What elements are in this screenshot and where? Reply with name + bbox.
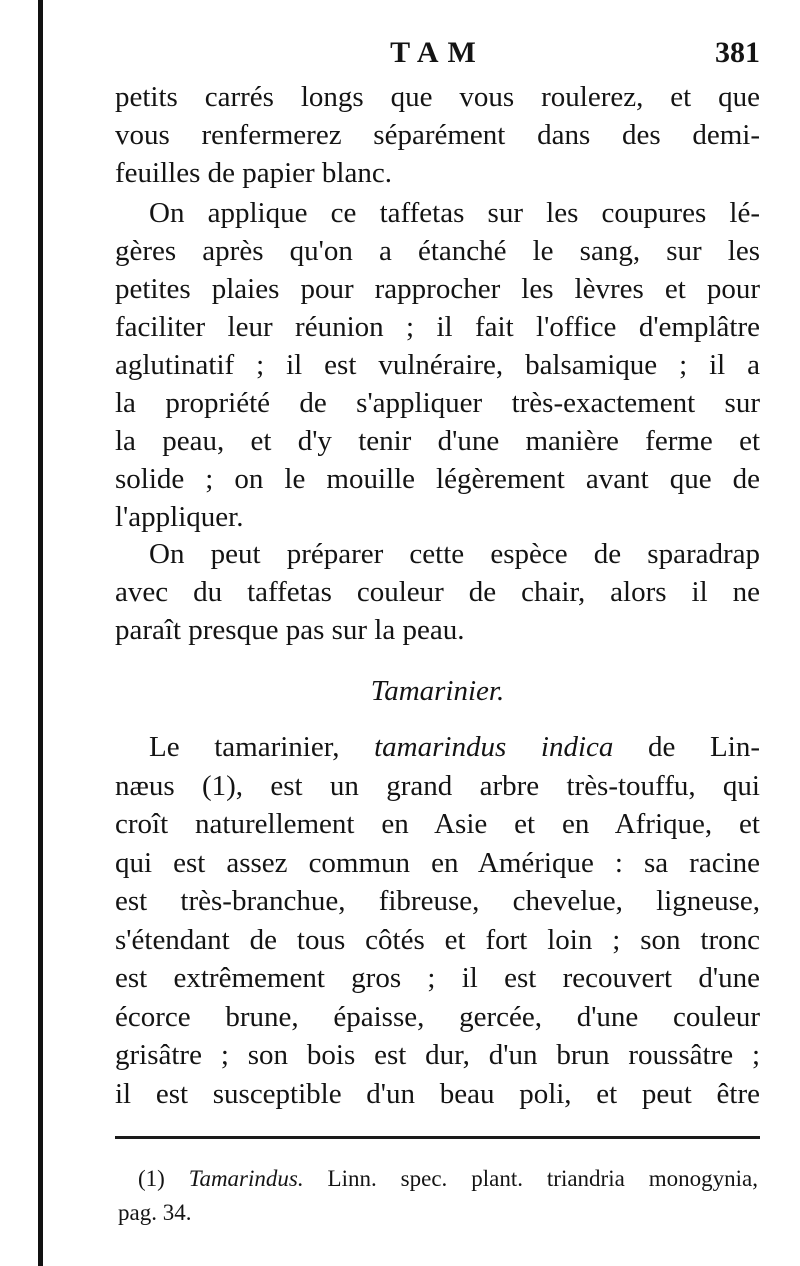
footnote-line: pag. 34. [118, 1200, 192, 1225]
footnote-marker: (1) [138, 1166, 189, 1191]
text-line: feuilles de papier blanc. [115, 157, 392, 189]
text-line: On peut préparer cette espèce de sparadrap [149, 538, 760, 570]
binding-edge-line [38, 0, 43, 1266]
text-line: est très-branchue, fibreuse, chevelue, ligneuse, [115, 885, 760, 917]
running-head: TAM [390, 36, 485, 69]
text-line: vous renfermerez séparément dans des demi- [115, 119, 760, 151]
text-line: la peau, et d'y tenir d'une manière ferme et [115, 425, 760, 457]
text-line: la propriété de s'appliquer très-exactement sur [115, 387, 760, 419]
page-header [115, 36, 760, 76]
footnote-latin-name: Tamarindus. [188, 1166, 304, 1191]
footnote-text: Linn. spec. plant. triandria monogynia, [303, 1166, 758, 1191]
text-line: On applique ce taffetas sur les coupures lé- [149, 197, 760, 229]
paragraph-tamarind [115, 728, 760, 1113]
paragraph-flesh-color [115, 535, 760, 649]
footnote [118, 1162, 758, 1230]
footnote-line [118, 1162, 758, 1196]
text-line: croît naturellement en Asie et en Afrique, et [115, 808, 760, 840]
text-line: paraît presque pas sur la peau. [115, 614, 465, 646]
latin-name: tamarindus indica [374, 731, 614, 763]
text-line: s'étendant de tous côtés et fort loin ; son tronc [115, 923, 760, 956]
text-line: écorce brune, épaisse, gercée, d'une couleur [115, 1000, 760, 1033]
text-segment: Le tamarinier, [149, 731, 375, 763]
text-line: faciliter leur réunion ; il fait l'office d'emplâtre [115, 311, 760, 343]
paragraph-application [115, 194, 760, 536]
text-line: petits carrés longs que vous roulerez, et que [115, 81, 760, 113]
footnote-rule [115, 1136, 760, 1139]
text-line: grisâtre ; son bois est dur, d'un brun roussâtre ; [115, 1039, 760, 1071]
paragraph-continued [115, 78, 760, 192]
text-segment: de Lin- [613, 731, 760, 763]
text-line: il est susceptible d'un beau poli, et peut être [115, 1077, 760, 1110]
text-line: solide ; on le mouille légèrement avant que de [115, 463, 760, 495]
text-line: gères après qu'on a étanché le sang, sur les [115, 235, 760, 267]
text-line: qui est assez commun en Amérique : sa racine [115, 846, 760, 879]
text-line: petites plaies pour rapprocher les lèvres et pour [115, 273, 760, 305]
text-line: avec du taffetas couleur de chair, alors il ne [115, 576, 760, 608]
text-line: aglutinatif ; il est vulnéraire, balsamique ; il a [115, 349, 760, 381]
text-line: l'appliquer. [115, 501, 244, 533]
section-title: Tamarinier. [370, 675, 505, 707]
text-line-first [115, 728, 760, 767]
text-line: næus (1), est un grand arbre très-touffu, qui [115, 769, 760, 802]
page-number: 381 [715, 36, 760, 69]
text-line: est extrêmement gros ; il est recouvert d'une [115, 962, 760, 994]
